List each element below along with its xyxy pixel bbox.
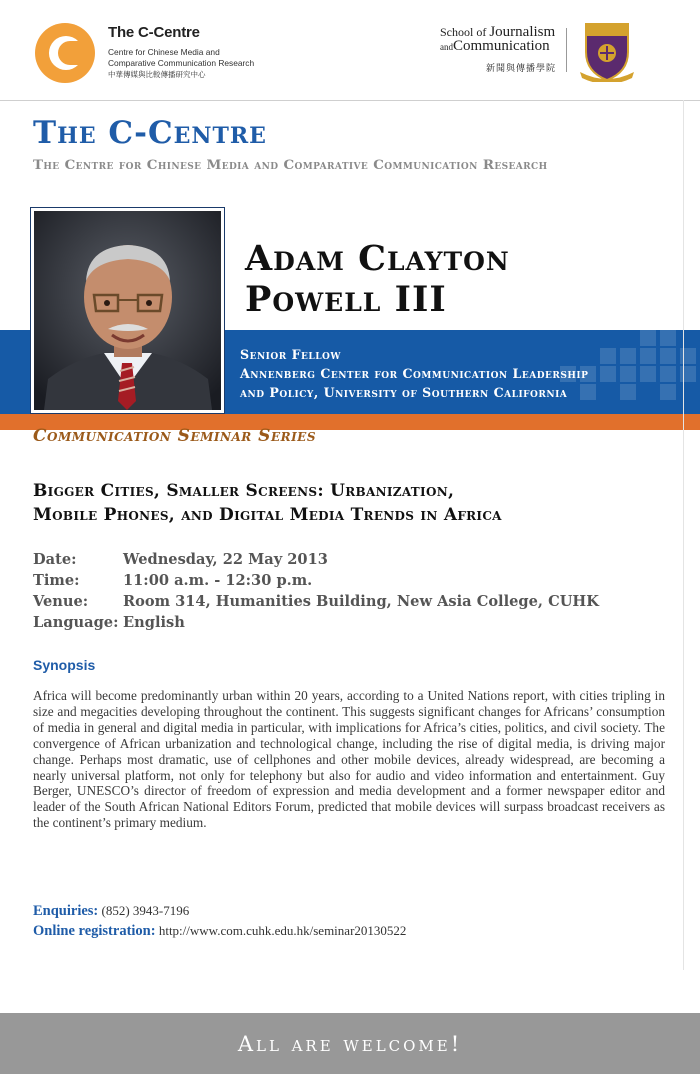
logo-subtitle-line1: Centre for Chinese Media and [108, 47, 220, 57]
c-centre-logo-icon [34, 22, 96, 84]
venue-label: Venue: [33, 593, 89, 610]
seminar-title-line1: Bigger Cities, Smaller Screens: Urbanization, [33, 481, 455, 501]
position-line2: Annenberg Center for Communication Leadership [240, 366, 589, 381]
speaker-photo [31, 208, 224, 413]
registration-row [33, 921, 406, 941]
synopsis-text: Africa will become predominantly urban within 20 years, according to a United Nations report, with cities tripling in size and megacities developing throughout the continent. This suggests significant changes for Africans’ consumption of media in general and digital media in particular, with implications for Africa’s cities, politics, and civil society. The convergence of African urbanization and technological change, including the rise of digital media, is driving major change. Perhaps most dramatic, use of cellphones and other mobile devices, already widespread, are becoming a nearly universal platform, not only for telephony but also for audio and video information and entertainment. Guy Berger, UNESCO’s director of freedom of expression and media development and a former newspaper editor and leader of the South African National Editors Forum, predicted that mobile devices will surpass broadcast receivers as the continent’s primary medium. [33, 688, 665, 831]
header-divider [566, 28, 567, 72]
time-label: Time: [33, 572, 80, 589]
speaker-position [240, 345, 588, 402]
enquiries-phone: (852) 3943-7196 [101, 903, 190, 918]
detail-row-venue [33, 591, 599, 612]
enquiries-row [33, 901, 406, 921]
seminar-title-line2: Mobile Phones, and Digital Media Trends in Africa [33, 505, 502, 525]
language-value: English [123, 614, 185, 631]
date-label: Date: [33, 551, 77, 568]
synopsis-heading: Synopsis [33, 657, 96, 673]
logo-subtitle-line2: Comparative Communication Research [108, 58, 255, 68]
registration-link[interactable]: http://www.com.cuhk.edu.hk/seminar20130522 [158, 923, 407, 938]
school-chinese-name: 新聞與傳播學院 [486, 64, 557, 74]
detail-row-language [33, 612, 599, 633]
registration-label: Online registration: [33, 923, 156, 939]
speaker-name-line2: Powell III [245, 279, 447, 320]
venue-value: Room 314, Humanities Building, New Asia College, CUHK [123, 593, 599, 610]
speaker-name [245, 238, 510, 320]
enquiries-label: Enquiries: [33, 903, 99, 919]
speaker-name-line1: Adam Clayton [245, 238, 510, 279]
footer-banner [0, 1013, 700, 1074]
seminar-title [33, 479, 502, 527]
time-value: 11:00 a.m. - 12:30 p.m. [123, 572, 313, 589]
university-crest-icon [578, 20, 636, 82]
school-journalism: Journalism [489, 24, 556, 40]
date-value: Wednesday, 22 May 2013 [123, 551, 328, 568]
c-centre-logo-text [108, 24, 254, 80]
position-line1: Senior Fellow [240, 347, 341, 362]
school-and: and [440, 42, 453, 52]
event-details [33, 549, 599, 633]
centre-title: The C-Centre [33, 115, 267, 151]
school-pre: School of [440, 25, 487, 39]
logo-title: The C-Centre [108, 24, 200, 41]
seminar-series: Communication Seminar Series [33, 426, 316, 446]
position-line3: and Policy, University of Southern California [240, 385, 568, 400]
logo-subtitle-chinese: 中華傳媒與比較傳播研究中心 [108, 70, 206, 79]
header-rule [0, 100, 700, 101]
school-communication: Communication [453, 38, 550, 54]
centre-subtitle: The Centre for Chinese Media and Comparative Communication Research [33, 157, 548, 173]
footer-welcome-text: All are welcome! [237, 1032, 463, 1056]
language-label: Language: [33, 614, 119, 631]
right-margin-rule [683, 100, 684, 970]
detail-row-time [33, 570, 599, 591]
school-logo-text [440, 26, 560, 74]
detail-row-date [33, 549, 599, 570]
contact-info [33, 901, 406, 941]
